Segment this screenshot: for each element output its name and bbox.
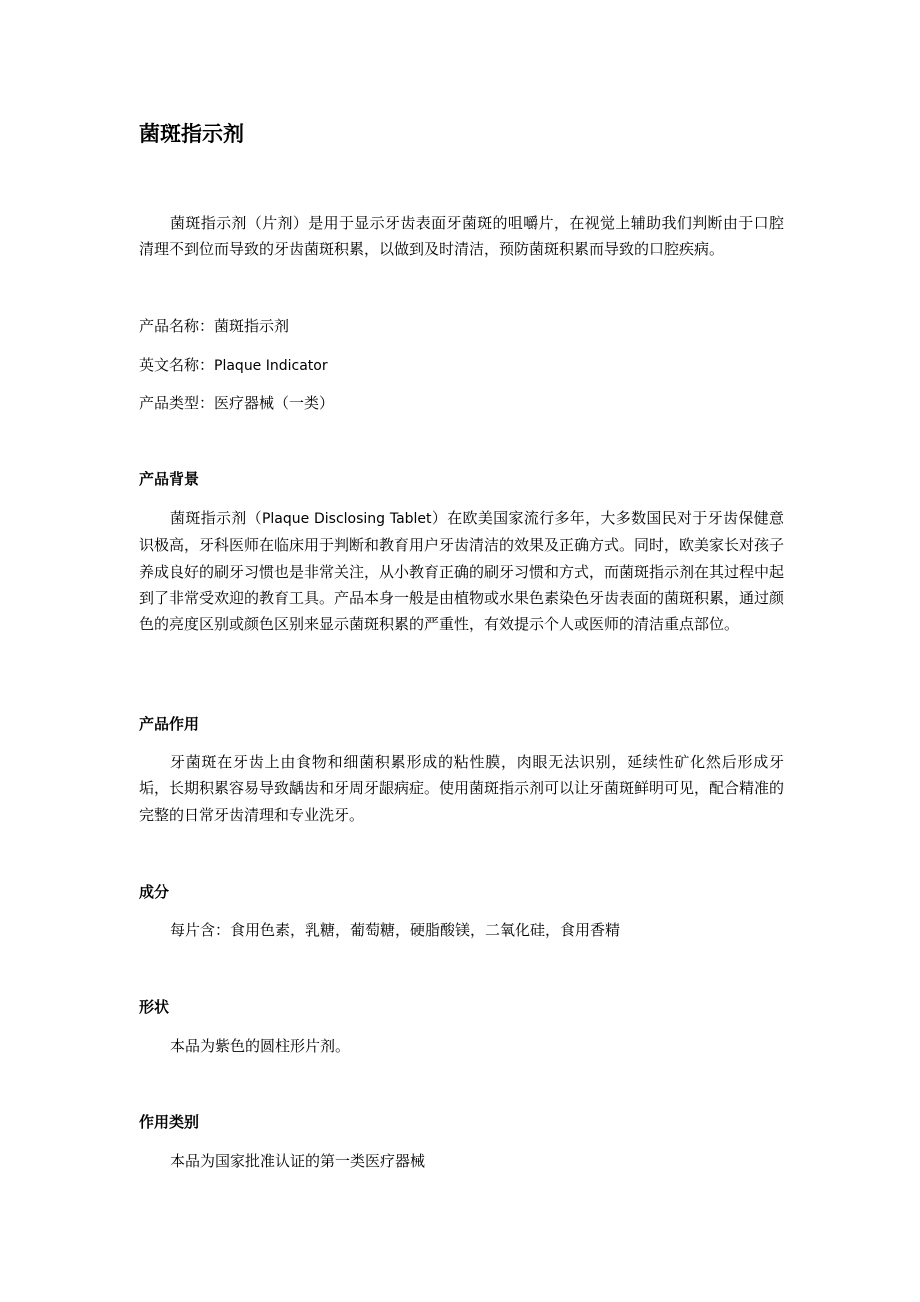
- info-english-name: [139, 355, 328, 376]
- section-body-background: [139, 505, 784, 637]
- section-heading-background: 产品背景: [139, 470, 200, 488]
- section-body-ingredients: 每片含：食用色素，乳糖，葡萄糖，硬脂酸镁，二氧化硅，食用香精: [170, 921, 621, 939]
- section-heading-function: 产品作用: [139, 715, 200, 733]
- section-heading-shape: 形状: [139, 998, 170, 1016]
- section-heading-ingredients: 成分: [139, 883, 170, 901]
- background-text-before: 菌斑指示剂（: [170, 509, 262, 527]
- section-heading-category: 作用类别: [139, 1113, 200, 1131]
- section-body-category: 本品为国家批准认证的第一类医疗器械: [170, 1152, 426, 1170]
- info-english-name-value: Plaque Indicator: [214, 358, 328, 374]
- info-english-name-label: 英文名称：: [139, 356, 215, 374]
- info-product-name-value: 菌斑指示剂: [214, 317, 290, 335]
- background-text-after: ）在欧美国家流行多年，大多数国民对于牙齿保健意识极高，牙科医师在临床用于判断和教育用户牙齿清洁的效果及正确方式。同时，欧美家长对孩子养成良好的刷牙习惯也是非常关注，从小教育正确的刷牙习惯和方式，而菌斑指示剂在其过程中起到了非常受欢迎的教育工具。产品本身一般是由植物或水果色素染色牙齿表面的菌斑积累，通过颜色的亮度区别或颜色区别来显示菌斑积累的严重性，有效提示个人或医师的清洁重点部位。: [139, 509, 785, 634]
- page-title: 菌斑指示剂: [139, 122, 244, 146]
- info-product-type-value: 医疗器械（一类）: [214, 394, 335, 412]
- section-body-function: 牙菌斑在牙齿上由食物和细菌积累形成的粘性膜，肉眼无法识别，延续性矿化然后形成牙垢，长期积累容易导致龋齿和牙周牙龈病症。使用菌斑指示剂可以让牙菌斑鲜明可见，配合精准的完整的日常牙齿清理和专业洗牙。: [139, 753, 785, 824]
- info-product-name-label: 产品名称：: [139, 317, 215, 335]
- background-text-latin: Plaque Disclosing Tablet: [261, 511, 432, 527]
- intro-paragraph: 菌斑指示剂（片剂）是用于显示牙齿表面牙菌斑的咀嚼片，在视觉上辅助我们判断由于口腔清理不到位而导致的牙齿菌斑积累，以做到及时清洁，预防菌斑积累而导致的口腔疾病。: [139, 214, 784, 259]
- info-product-name: [139, 316, 289, 336]
- info-product-type-label: 产品类型：: [139, 394, 215, 412]
- section-body-shape: 本品为紫色的圆柱形片剂。: [170, 1037, 351, 1055]
- info-product-type: [139, 393, 334, 413]
